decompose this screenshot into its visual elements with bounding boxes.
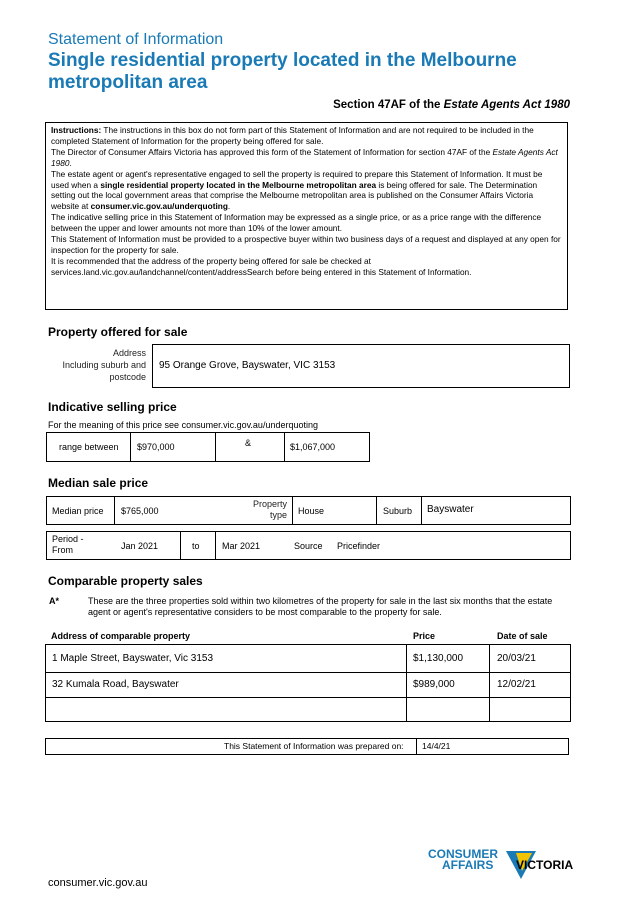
median-section-title: Median sale price (48, 476, 149, 490)
logo-line-2: AFFAIRS (442, 858, 494, 872)
prepared-on-date[interactable]: 14/4/21 (422, 741, 451, 751)
suburb-field[interactable]: Bayswater (427, 504, 474, 515)
median-price-field[interactable]: $765,000 (121, 505, 159, 516)
property-type-label: Property type (252, 499, 287, 520)
comparable-table (45, 644, 571, 722)
indicative-section-title: Indicative selling price (48, 400, 177, 414)
property-section-title: Property offered for sale (48, 325, 188, 339)
instructions-box (45, 122, 568, 310)
source-field[interactable]: Pricefinder (337, 540, 381, 551)
section-prefix: Section 47AF of the (333, 99, 444, 111)
prepared-on-label: This Statement of Information was prepared on: (224, 741, 404, 751)
address-label: Address Including suburb and postcode (62, 348, 146, 382)
instructions-p5: This Statement of Information must be provided to a prospective buyer within two business days of a request and displayed at any open for inspection for the property for sale. (51, 234, 561, 255)
range-label: range between (59, 442, 119, 452)
table-row-1-date[interactable]: 20/03/21 (497, 653, 536, 664)
table-row-2-price[interactable]: $989,000 (413, 679, 455, 690)
indicative-note: For the meaning of this price see consumer.vic.gov.au/underquoting (48, 420, 318, 430)
suburb-label: Suburb (383, 505, 413, 516)
logo-line-1: CONSUMER (428, 847, 499, 861)
table-row-1-address[interactable]: 1 Maple Street, Bayswater, Vic 3153 (52, 653, 214, 664)
col-header-date: Date of sale (497, 631, 548, 641)
address-field[interactable] (152, 344, 570, 388)
section-act: Estate Agents Act 1980 (443, 99, 570, 111)
form-subtitle: Statement of Information (48, 31, 224, 48)
prepared-on-box (45, 738, 569, 755)
property-type-field[interactable]: House (298, 505, 325, 516)
page-title: Single residential property located in the Melbourne metropolitan area (48, 50, 517, 93)
source-label: Source (294, 540, 323, 551)
price-low-field[interactable]: $970,000 (137, 442, 175, 452)
comparable-marker: A* (49, 596, 60, 606)
instructions-p3: The estate agent or agent's representative engaged to sell the property is required to prepare this Statement of Information. It must be used when a single residential property located in the Melbourne metropolitan area is being offered for sale. The Determination setting out the local government areas that comprise the Melbourne metropolitan area is published on the Consumer Affairs Victoria website at consumer.vic.gov.au/underquoting. (51, 168, 543, 212)
median-table (46, 496, 571, 525)
table-row-2-date[interactable]: 12/02/21 (497, 679, 536, 690)
period-from-field[interactable]: Jan 2021 (121, 540, 159, 551)
to-label: to (192, 540, 200, 551)
instructions-p2: The Director of Consumer Affairs Victoria has approved this form of the Statement of Information for section 47AF of the Estate Agents Act 1980. (51, 146, 558, 168)
table-row-1-price[interactable]: $1,130,000 (413, 653, 464, 664)
period-label: Period - From (52, 534, 84, 555)
period-table (46, 531, 571, 560)
table-row-2-address[interactable]: 32 Kumala Road, Bayswater (52, 679, 179, 690)
median-price-label: Median price (52, 505, 104, 516)
ampersand: & (245, 438, 252, 448)
price-high-field[interactable]: $1,067,000 (290, 442, 336, 452)
price-range-table (46, 432, 370, 462)
instructions-p4: The indicative selling price in this Statement of Information may be expressed as a single price, or as a price range with the difference between the upper and lower amounts not more than 10% of the lower amount. (51, 212, 542, 234)
address-value: 95 Orange Grove, Bayswater, VIC 3153 (159, 360, 336, 371)
col-header-price: Price (413, 631, 436, 641)
instructions-p1: Instructions: The instructions in this box do not form part of this Statement of Information and are not required to be included in the completed Statement of Information for the property being offered for sale. (51, 125, 534, 146)
footer-website[interactable]: consumer.vic.gov.au (48, 877, 148, 889)
logo-line-3: VICTORIA (516, 858, 574, 872)
period-to-field[interactable]: Mar 2021 (222, 540, 261, 551)
section-reference (333, 99, 570, 111)
comparable-section-title: Comparable property sales (48, 574, 203, 588)
comparable-description: These are the three properties sold within two kilometres of the property for sale in the last six months that the estate agent or agent's representative considers to be most comparable to the property for sale. (88, 596, 553, 617)
consumer-affairs-victoria-logo (428, 849, 578, 887)
instructions-p6: It is recommended that the address of the property being offered for sale be checked at services.land.vic.gov.au/landchannel/content/addressSearch before being entered in this Statement of Information. (51, 255, 472, 277)
col-header-address: Address of comparable property (51, 631, 191, 641)
